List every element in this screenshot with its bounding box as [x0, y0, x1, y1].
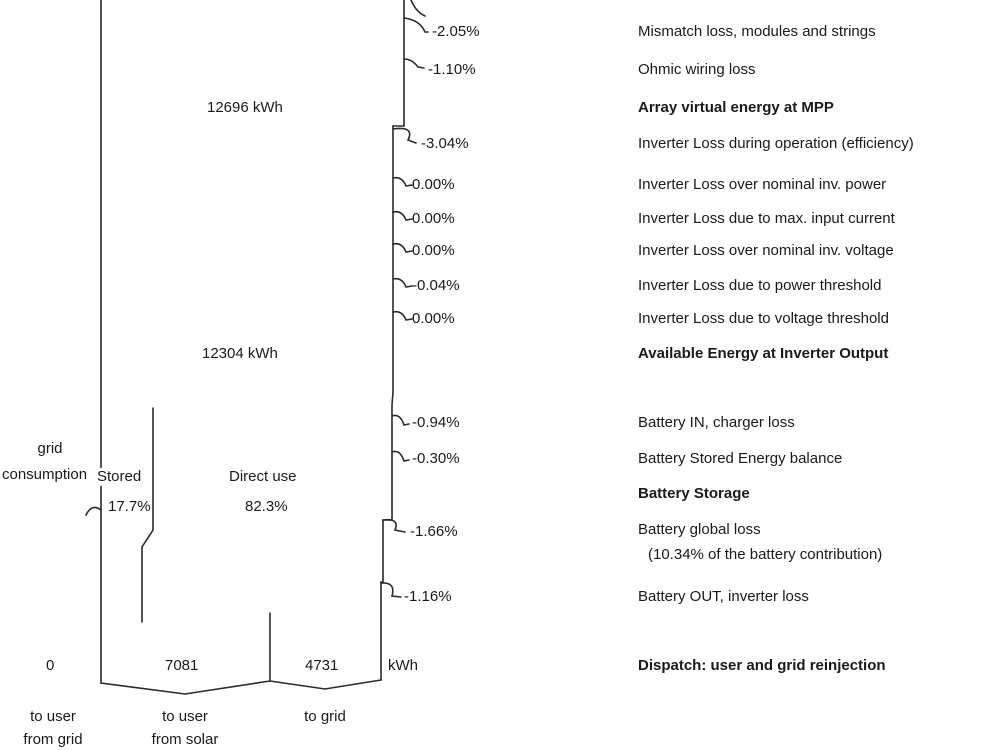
label-inv-over-power: Inverter Loss over nominal inv. power [638, 176, 887, 193]
pct-inv-power-threshold: -0.04% [412, 277, 460, 294]
label-mismatch: Mismatch loss, modules and strings [638, 23, 876, 40]
arrow-inv-efficiency [393, 128, 416, 143]
arrow-inv-power-threshold [393, 279, 412, 287]
arrow-ohmic [404, 59, 424, 68]
arrow-batt-out [381, 583, 401, 597]
label-ohmic: Ohmic wiring loss [638, 61, 756, 78]
label-user-grid-2: from grid [23, 731, 83, 748]
label-inv-power-threshold: Inverter Loss due to power threshold [638, 277, 882, 294]
label-batt-global: Battery global loss [638, 521, 761, 538]
pct-batt-in: -0.94% [412, 414, 460, 431]
energy-inverter-output: 12304 kWh [202, 345, 278, 362]
grid-consumption-line2: consumption [2, 466, 88, 483]
dispatch-brace [101, 680, 381, 694]
arrow-inv-over-voltage [393, 244, 412, 252]
label-user-solar-2: from solar [151, 731, 219, 748]
pct-inv-efficiency: -3.04% [421, 135, 469, 152]
arrow-mismatch [404, 18, 428, 32]
label-inv-efficiency: Inverter Loss during operation (efficiency) [638, 135, 914, 152]
label-dispatch: Dispatch: user and grid reinjection [638, 657, 886, 674]
label-batt-out: Battery OUT, inverter loss [638, 588, 809, 605]
pct-inv-voltage-threshold: 0.00% [412, 310, 455, 327]
arrow-batt-balance [392, 451, 409, 461]
arrow-inv-max-current [393, 212, 412, 220]
label-array-virtual: Array virtual energy at MPP [638, 99, 834, 116]
label-battery-storage: Battery Storage [638, 485, 750, 502]
pct-inv-over-power: 0.00% [412, 176, 455, 193]
dispatch-grid-value: 0 [46, 657, 55, 674]
label-user-solar-1: to user [162, 708, 208, 725]
top-connector [411, 0, 425, 16]
pct-batt-balance: -0.30% [412, 450, 460, 467]
right-main-line [381, 0, 404, 680]
pct-inv-over-voltage: 0.00% [412, 242, 455, 259]
pct-inv-max-current: 0.00% [412, 210, 455, 227]
arrow-inv-voltage-threshold [393, 312, 412, 320]
label-batt-balance: Battery Stored Energy balance [638, 450, 843, 467]
label-batt-global-note: (10.34% of the battery contribution) [648, 546, 883, 563]
direct-label: Direct use [229, 468, 297, 485]
pct-ohmic: -1.10% [428, 61, 476, 78]
pct-batt-global: -1.66% [410, 523, 458, 540]
dispatch-togrid-value: 4731 [305, 657, 339, 674]
stored-pct: 17.7% [108, 498, 151, 515]
stored-label: Stored [97, 468, 142, 485]
label-inv-over-voltage: Inverter Loss over nominal inv. voltage [638, 242, 894, 259]
label-inv-max-current: Inverter Loss due to max. input current [638, 210, 895, 227]
label-available-energy: Available Energy at Inverter Output [638, 345, 889, 362]
dispatch-unit: kWh [388, 657, 418, 674]
label-batt-in: Battery IN, charger loss [638, 414, 795, 431]
pct-mismatch: -2.05% [432, 23, 480, 40]
label-user-grid-1: to user [30, 708, 76, 725]
pct-batt-out: -1.16% [404, 588, 452, 605]
label-inv-voltage-threshold: Inverter Loss due to voltage threshold [638, 310, 889, 327]
dispatch-solar-value: 7081 [165, 657, 199, 674]
direct-pct: 82.3% [245, 498, 288, 515]
label-to-grid: to grid [304, 708, 346, 725]
arrow-inv-over-power [393, 178, 412, 186]
arrow-batt-in [392, 415, 409, 425]
grid-hook-arrow [86, 507, 101, 515]
arrow-batt-global [383, 520, 405, 532]
grid-consumption-line1: grid [37, 440, 63, 457]
energy-array-mpp: 12696 kWh [207, 99, 283, 116]
